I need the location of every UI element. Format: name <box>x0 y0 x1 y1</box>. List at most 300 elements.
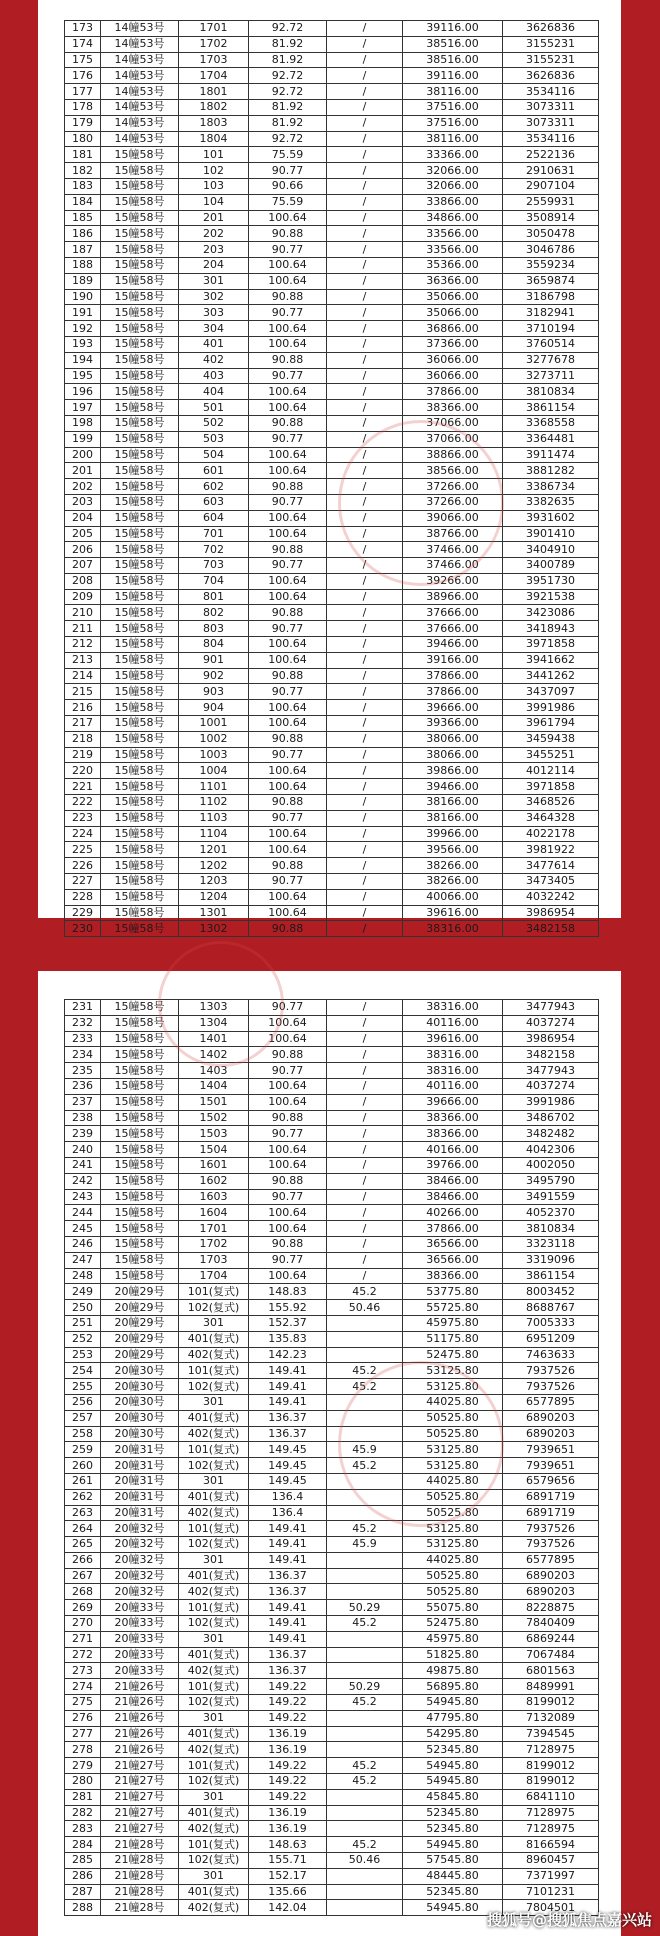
table-cell: 4052370 <box>503 1205 599 1221</box>
table-cell: 15幢58号 <box>101 1252 179 1268</box>
table-cell: 604 <box>179 510 249 526</box>
table-cell: 3861154 <box>503 400 599 416</box>
table-cell: 51175.80 <box>403 1331 503 1347</box>
table-row <box>65 747 599 763</box>
table-cell: 14幢53号 <box>101 115 179 131</box>
table-cell: 1304 <box>179 1015 249 1031</box>
table-cell: 39466.00 <box>403 637 503 653</box>
table-cell: 401(复式) <box>179 1805 249 1821</box>
table-cell: 180 <box>65 131 101 147</box>
table-cell: 90.88 <box>249 542 327 558</box>
table-cell: 804 <box>179 637 249 653</box>
table-cell: 149.45 <box>249 1442 327 1458</box>
table-cell: 254 <box>65 1363 101 1379</box>
table-cell: 1002 <box>179 731 249 747</box>
table-cell: / <box>327 1063 403 1079</box>
table-cell: 3182941 <box>503 305 599 321</box>
table-cell: / <box>327 605 403 621</box>
table-cell: 45975.80 <box>403 1315 503 1331</box>
table-cell: 100.64 <box>249 573 327 589</box>
table-cell: / <box>327 526 403 542</box>
table-cell: 149.41 <box>249 1537 327 1553</box>
table-cell: 45.2 <box>327 1458 403 1474</box>
table-cell: 100.64 <box>249 210 327 226</box>
table-cell: 251 <box>65 1315 101 1331</box>
table-cell: 301 <box>179 1868 249 1884</box>
table-cell: 3477943 <box>503 1000 599 1016</box>
table-cell: / <box>327 795 403 811</box>
table-cell: 38166.00 <box>403 810 503 826</box>
table-cell: 3931602 <box>503 510 599 526</box>
table-row <box>65 1363 599 1379</box>
document-page-1 <box>38 0 621 935</box>
table-cell: 101(复式) <box>179 1679 249 1695</box>
table-cell: 261 <box>65 1473 101 1489</box>
table-cell: 270 <box>65 1616 101 1632</box>
table-cell: 100.64 <box>249 1142 327 1158</box>
table-row <box>65 1410 599 1426</box>
table-cell: 1101 <box>179 779 249 795</box>
table-cell: 101(复式) <box>179 1758 249 1774</box>
table-row <box>65 1252 599 1268</box>
table-cell: 100.64 <box>249 1157 327 1173</box>
table-cell: / <box>327 1110 403 1126</box>
table-cell: 3273711 <box>503 368 599 384</box>
table-cell: 6951209 <box>503 1331 599 1347</box>
table-cell <box>327 1505 403 1521</box>
table-cell: 15幢58号 <box>101 336 179 352</box>
table-cell: 38316.00 <box>403 1047 503 1063</box>
table-cell: 4037274 <box>503 1015 599 1031</box>
table-cell: 1202 <box>179 858 249 874</box>
table-cell: 20幢33号 <box>101 1663 179 1679</box>
table-cell: 228 <box>65 889 101 905</box>
table-cell: 1402 <box>179 1047 249 1063</box>
table-cell: 257 <box>65 1410 101 1426</box>
table-cell: 1702 <box>179 36 249 52</box>
table-cell: 701 <box>179 526 249 542</box>
table-cell: 260 <box>65 1458 101 1474</box>
table-row <box>65 763 599 779</box>
table-cell: 223 <box>65 810 101 826</box>
table-cell <box>327 1821 403 1837</box>
table-cell: 15幢58号 <box>101 1094 179 1110</box>
table-cell <box>327 1663 403 1679</box>
table-cell: 90.77 <box>249 431 327 447</box>
table-cell: 14幢53号 <box>101 68 179 84</box>
table-row <box>65 652 599 668</box>
table-cell: 102 <box>179 163 249 179</box>
table-cell: 259 <box>65 1442 101 1458</box>
table-cell: 155.71 <box>249 1853 327 1869</box>
table-cell: / <box>327 716 403 732</box>
table-cell: / <box>327 621 403 637</box>
table-row <box>65 52 599 68</box>
table-cell: 149.41 <box>249 1379 327 1395</box>
table-cell: 50.46 <box>327 1853 403 1869</box>
table-cell: / <box>327 115 403 131</box>
table-cell: 501 <box>179 400 249 416</box>
table-cell: 100.64 <box>249 321 327 337</box>
table-cell: 3971858 <box>503 779 599 795</box>
table-cell: 136.19 <box>249 1726 327 1742</box>
table-cell: 15幢58号 <box>101 447 179 463</box>
table-cell: 7067484 <box>503 1647 599 1663</box>
table-cell: 3441262 <box>503 668 599 684</box>
table-cell: 8003452 <box>503 1284 599 1300</box>
table-cell: 602 <box>179 479 249 495</box>
table-cell: 301 <box>179 1315 249 1331</box>
table-cell: 15幢58号 <box>101 321 179 337</box>
table-cell: 103 <box>179 178 249 194</box>
table-cell: 90.77 <box>249 810 327 826</box>
table-cell: 20幢29号 <box>101 1315 179 1331</box>
table-cell: 235 <box>65 1063 101 1079</box>
table-cell: 801 <box>179 589 249 605</box>
table-cell: 301 <box>179 1789 249 1805</box>
table-cell: 3423086 <box>503 605 599 621</box>
table-cell: 52345.80 <box>403 1884 503 1900</box>
table-cell: 15幢58号 <box>101 1236 179 1252</box>
table-cell: 237 <box>65 1094 101 1110</box>
table-cell: 185 <box>65 210 101 226</box>
table-row <box>65 1300 599 1316</box>
table-cell <box>327 1726 403 1742</box>
table-cell: 100.64 <box>249 1268 327 1284</box>
table-cell: 90.77 <box>249 305 327 321</box>
table-cell: 81.92 <box>249 115 327 131</box>
table-row <box>65 668 599 684</box>
table-cell: 253 <box>65 1347 101 1363</box>
table-cell: 233 <box>65 1031 101 1047</box>
table-cell <box>327 1631 403 1647</box>
table-cell: 149.41 <box>249 1521 327 1537</box>
table-cell <box>327 1489 403 1505</box>
table-cell: 1201 <box>179 842 249 858</box>
table-cell: 218 <box>65 731 101 747</box>
table-cell: / <box>327 1221 403 1237</box>
table-cell: 54945.80 <box>403 1695 503 1711</box>
table-row <box>65 384 599 400</box>
table-cell: 15幢58号 <box>101 621 179 637</box>
table-row <box>65 1742 599 1758</box>
table-cell: 704 <box>179 573 249 589</box>
table-cell: / <box>327 889 403 905</box>
table-cell: 15幢58号 <box>101 178 179 194</box>
table-cell: 38066.00 <box>403 731 503 747</box>
table-cell: 284 <box>65 1837 101 1853</box>
table-row <box>65 921 599 937</box>
table-cell: 14幢53号 <box>101 36 179 52</box>
table-cell: / <box>327 336 403 352</box>
table-cell: 504 <box>179 447 249 463</box>
table-cell: 44025.80 <box>403 1473 503 1489</box>
table-cell: / <box>327 668 403 684</box>
table-cell: 402(复式) <box>179 1821 249 1837</box>
table-cell: 50.46 <box>327 1300 403 1316</box>
table-cell: 7128975 <box>503 1821 599 1837</box>
table-cell: 53125.80 <box>403 1442 503 1458</box>
table-cell: 402(复式) <box>179 1900 249 1916</box>
table-row <box>65 1584 599 1600</box>
table-cell: 3473405 <box>503 874 599 890</box>
table-cell: 6869244 <box>503 1631 599 1647</box>
table-cell: 101(复式) <box>179 1363 249 1379</box>
table-cell: 90.77 <box>249 1000 327 1016</box>
table-cell: 217 <box>65 716 101 732</box>
table-cell: 100.64 <box>249 826 327 842</box>
table-cell: / <box>327 400 403 416</box>
table-cell: 2522136 <box>503 147 599 163</box>
table-cell: 20幢30号 <box>101 1394 179 1410</box>
table-cell: 20幢31号 <box>101 1442 179 1458</box>
table-row <box>65 1126 599 1142</box>
table-cell: 6577895 <box>503 1552 599 1568</box>
table-cell: 37466.00 <box>403 542 503 558</box>
table-cell: 1004 <box>179 763 249 779</box>
table-cell: 8199012 <box>503 1695 599 1711</box>
table-cell: / <box>327 1189 403 1205</box>
table-cell: 195 <box>65 368 101 384</box>
table-cell: / <box>327 21 403 37</box>
table-cell: 4037274 <box>503 1078 599 1094</box>
table-cell: / <box>327 1157 403 1173</box>
table-cell: 136.37 <box>249 1663 327 1679</box>
table-cell: 3626836 <box>503 68 599 84</box>
table-cell: 50.29 <box>327 1600 403 1616</box>
table-row <box>65 889 599 905</box>
table-cell: 15幢58号 <box>101 368 179 384</box>
table-row <box>65 1379 599 1395</box>
table-cell: 90.88 <box>249 668 327 684</box>
table-cell: 38516.00 <box>403 36 503 52</box>
table-row <box>65 1695 599 1711</box>
table-row <box>65 1616 599 1632</box>
table-cell: 7937526 <box>503 1363 599 1379</box>
table-cell: 186 <box>65 226 101 242</box>
table-cell: / <box>327 826 403 842</box>
table-cell: 15幢58号 <box>101 400 179 416</box>
table-cell: 402(复式) <box>179 1347 249 1363</box>
table-cell: 15幢58号 <box>101 731 179 747</box>
table-cell: 90.88 <box>249 921 327 937</box>
table-cell: 197 <box>65 400 101 416</box>
table-cell: 38166.00 <box>403 795 503 811</box>
table-cell: 1702 <box>179 1236 249 1252</box>
table-cell: 301 <box>179 1710 249 1726</box>
table-cell: / <box>327 1015 403 1031</box>
table-cell: 3971858 <box>503 637 599 653</box>
table-cell: 603 <box>179 494 249 510</box>
table-cell <box>327 1710 403 1726</box>
table-cell: 15幢58号 <box>101 826 179 842</box>
table-cell: 15幢58号 <box>101 684 179 700</box>
table-row <box>65 1663 599 1679</box>
table-cell: 187 <box>65 242 101 258</box>
table-cell: 149.41 <box>249 1616 327 1632</box>
table-cell: 100.64 <box>249 447 327 463</box>
table-row <box>65 479 599 495</box>
table-cell: 45.2 <box>327 1837 403 1853</box>
table-cell: 1303 <box>179 1000 249 1016</box>
price-table-page-1 <box>64 20 599 937</box>
table-cell: 149.41 <box>249 1394 327 1410</box>
table-cell: 15幢58号 <box>101 605 179 621</box>
table-cell: / <box>327 1205 403 1221</box>
table-cell: 21幢27号 <box>101 1821 179 1837</box>
table-cell: 20幢33号 <box>101 1600 179 1616</box>
table-cell: 301 <box>179 1631 249 1647</box>
table-cell: 44025.80 <box>403 1394 503 1410</box>
table-cell: 6890203 <box>503 1584 599 1600</box>
table-cell: 193 <box>65 336 101 352</box>
table-cell: 90.88 <box>249 1236 327 1252</box>
table-row <box>65 1679 599 1695</box>
table-row <box>65 68 599 84</box>
table-row <box>65 1821 599 1837</box>
table-cell: 6841110 <box>503 1789 599 1805</box>
table-cell: 601 <box>179 463 249 479</box>
table-cell: 50525.80 <box>403 1410 503 1426</box>
table-cell: 1704 <box>179 1268 249 1284</box>
table-cell: 15幢58号 <box>101 1078 179 1094</box>
table-cell: 192 <box>65 321 101 337</box>
table-cell: 136.4 <box>249 1489 327 1505</box>
table-cell: 149.22 <box>249 1789 327 1805</box>
table-cell: 3986954 <box>503 1031 599 1047</box>
table-cell: 283 <box>65 1821 101 1837</box>
table-cell: 39566.00 <box>403 842 503 858</box>
table-row <box>65 1000 599 1016</box>
table-cell: 100.64 <box>249 1031 327 1047</box>
table-cell: 149.22 <box>249 1774 327 1790</box>
table-cell: 3495790 <box>503 1173 599 1189</box>
table-cell: / <box>327 1094 403 1110</box>
table-row <box>65 1631 599 1647</box>
table-cell: 7394545 <box>503 1726 599 1742</box>
table-row <box>65 163 599 179</box>
table-cell: 38316.00 <box>403 1000 503 1016</box>
table-cell: 200 <box>65 447 101 463</box>
table-cell: 205 <box>65 526 101 542</box>
table-cell <box>327 1584 403 1600</box>
table-cell: 7371997 <box>503 1868 599 1884</box>
table-cell: 45.9 <box>327 1537 403 1553</box>
table-cell: 14幢53号 <box>101 84 179 100</box>
table-row <box>65 210 599 226</box>
table-cell: 36066.00 <box>403 352 503 368</box>
table-row <box>65 1837 599 1853</box>
table-cell: 3534116 <box>503 84 599 100</box>
table-cell: 3437097 <box>503 684 599 700</box>
table-cell: / <box>327 1252 403 1268</box>
table-row <box>65 494 599 510</box>
table-cell <box>327 1789 403 1805</box>
table-cell: 3319096 <box>503 1252 599 1268</box>
table-row <box>65 1758 599 1774</box>
table-cell: 403 <box>179 368 249 384</box>
table-row <box>65 99 599 115</box>
table-cell: / <box>327 763 403 779</box>
table-cell: 90.77 <box>249 368 327 384</box>
table-cell: 15幢58号 <box>101 589 179 605</box>
table-row <box>65 415 599 431</box>
table-cell: 214 <box>65 668 101 684</box>
table-cell: 2907104 <box>503 178 599 194</box>
table-cell: 20幢32号 <box>101 1552 179 1568</box>
table-cell: 32066.00 <box>403 178 503 194</box>
table-cell: 3073311 <box>503 115 599 131</box>
table-row <box>65 1868 599 1884</box>
table-row <box>65 131 599 147</box>
table-cell: 33566.00 <box>403 226 503 242</box>
table-cell: / <box>327 52 403 68</box>
table-cell: 901 <box>179 652 249 668</box>
table-cell: 52345.80 <box>403 1805 503 1821</box>
table-cell: 7937526 <box>503 1537 599 1553</box>
table-cell: 37516.00 <box>403 115 503 131</box>
table-cell: 15幢58号 <box>101 384 179 400</box>
table-row <box>65 1884 599 1900</box>
table-cell: / <box>327 573 403 589</box>
table-cell: 255 <box>65 1379 101 1395</box>
table-cell <box>327 1315 403 1331</box>
table-cell: 21幢27号 <box>101 1805 179 1821</box>
table-cell: / <box>327 1031 403 1047</box>
table-cell: 3477943 <box>503 1063 599 1079</box>
table-cell: 38366.00 <box>403 1110 503 1126</box>
table-cell: 15幢58号 <box>101 921 179 937</box>
table-cell: 149.45 <box>249 1473 327 1489</box>
table-cell: 149.41 <box>249 1631 327 1647</box>
table-cell: / <box>327 194 403 210</box>
table-cell: 4012114 <box>503 763 599 779</box>
table-cell: 239 <box>65 1126 101 1142</box>
table-cell: / <box>327 494 403 510</box>
table-cell: 100.64 <box>249 510 327 526</box>
table-cell: 173 <box>65 21 101 37</box>
table-cell: 36566.00 <box>403 1236 503 1252</box>
table-row <box>65 242 599 258</box>
table-cell: 3155231 <box>503 52 599 68</box>
table-cell: 7005333 <box>503 1315 599 1331</box>
table-cell: / <box>327 131 403 147</box>
table-cell: 152.17 <box>249 1868 327 1884</box>
table-row <box>65 1710 599 1726</box>
table-cell: 8960457 <box>503 1853 599 1869</box>
table-cell: 203 <box>179 242 249 258</box>
table-cell <box>327 1868 403 1884</box>
table-cell: 21幢26号 <box>101 1679 179 1695</box>
table-cell: 3482158 <box>503 921 599 937</box>
table-cell: 15幢58号 <box>101 779 179 795</box>
table-cell: 100.64 <box>249 1205 327 1221</box>
table-cell: 502 <box>179 415 249 431</box>
table-cell: 149.22 <box>249 1695 327 1711</box>
table-cell: 8489991 <box>503 1679 599 1695</box>
table-cell: 182 <box>65 163 101 179</box>
table-cell: 36366.00 <box>403 273 503 289</box>
table-cell: 39866.00 <box>403 763 503 779</box>
table-cell: 100.64 <box>249 716 327 732</box>
table-cell: 90.77 <box>249 1252 327 1268</box>
table-cell: 267 <box>65 1568 101 1584</box>
table-cell: 401(复式) <box>179 1489 249 1505</box>
price-table-body <box>65 21 599 937</box>
table-cell: 15幢58号 <box>101 652 179 668</box>
table-cell: 33866.00 <box>403 194 503 210</box>
table-cell: 3534116 <box>503 131 599 147</box>
